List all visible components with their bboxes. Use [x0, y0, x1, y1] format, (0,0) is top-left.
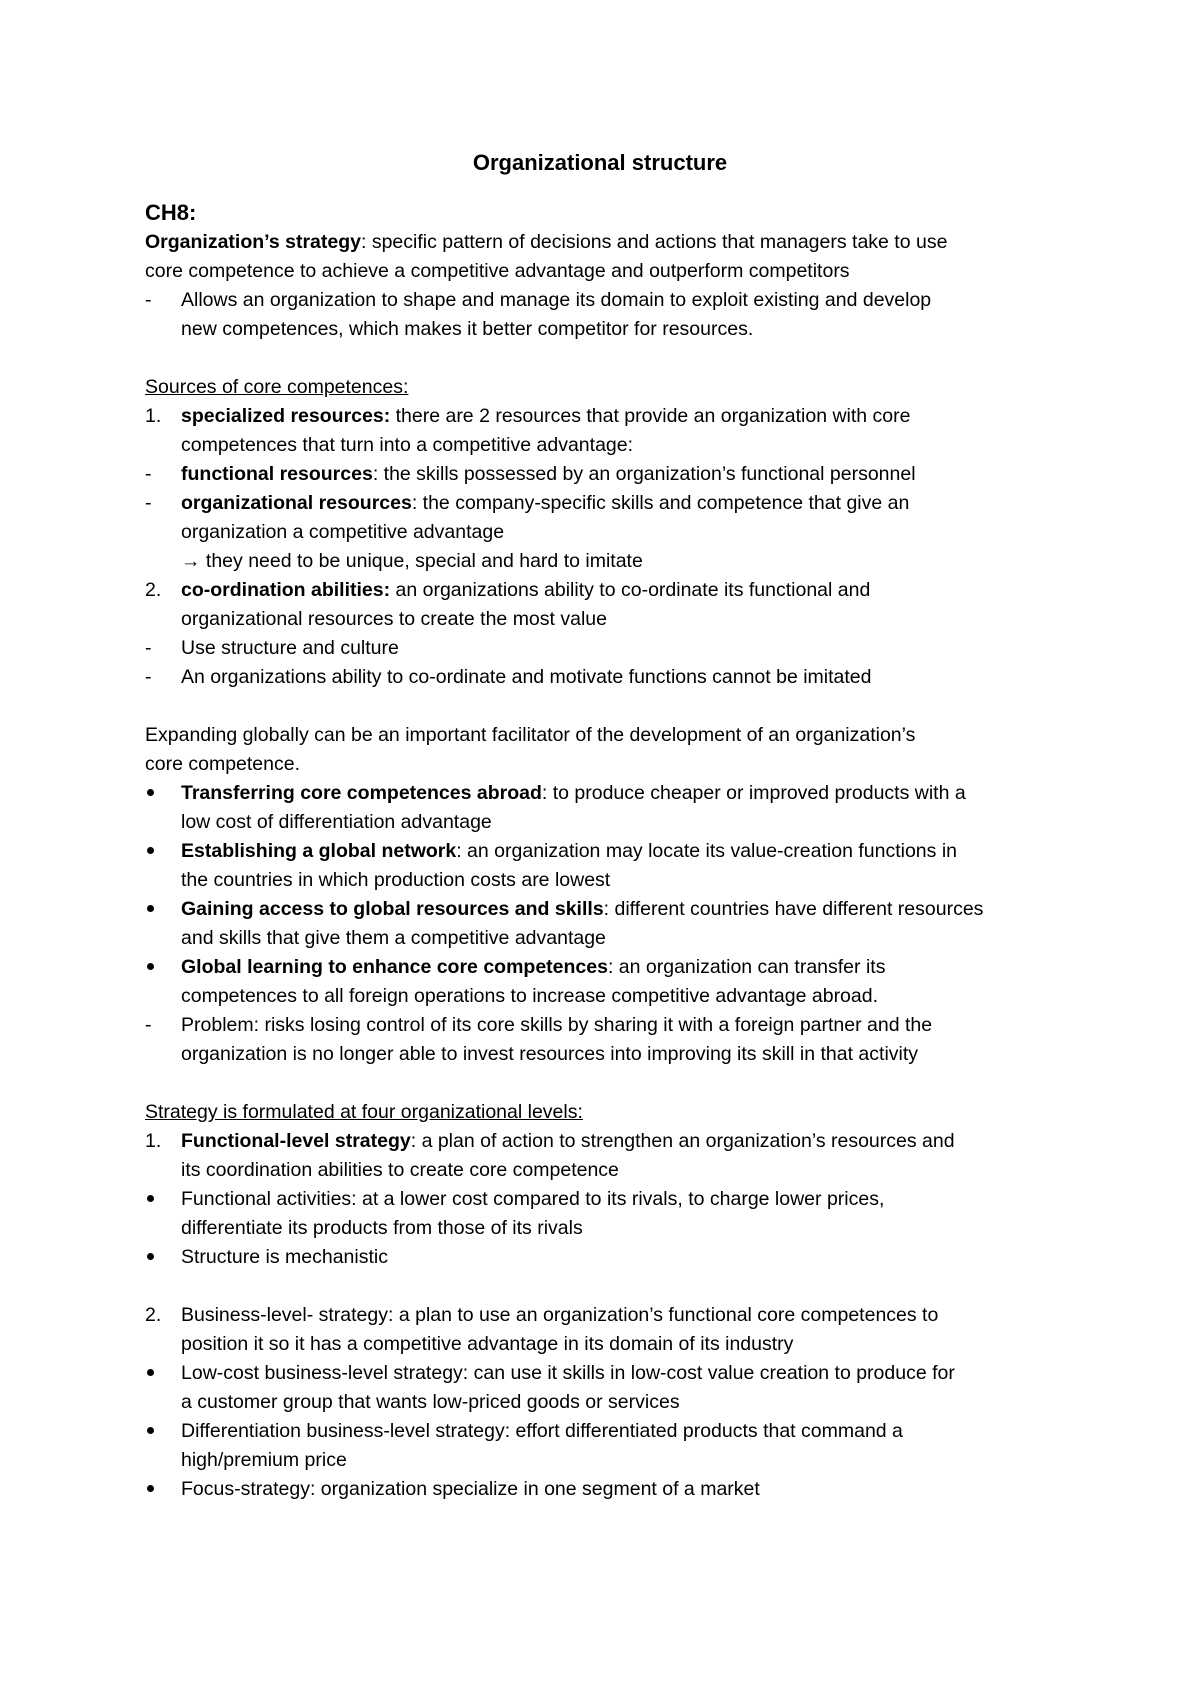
global-resources-line1: Gaining access to global resources and skills: different countries have different resources	[181, 898, 984, 920]
strategy-definition-line1: Organization’s strategy: specific pattern of decisions and actions that managers take to use	[145, 231, 948, 253]
functional-activities-line1: Functional activities: at a lower cost compared to its rivals, to charge lower prices,	[181, 1188, 885, 1210]
dash-marker: -	[145, 1014, 152, 1036]
business-level-line1: Business-level- strategy: a plan to use an organization’s functional core competences to	[181, 1304, 939, 1326]
global-network-line2: the countries in which production costs are lowest	[181, 869, 611, 891]
number-marker: 2.	[145, 579, 162, 601]
coordination-abilities-term: co-ordination abilities:	[181, 579, 391, 601]
coordination-abilities-line1: co-ordination abilities: an organizations ability to co-ordinate its functional and	[181, 579, 871, 601]
functional-activities-line2: differentiate its products from those of its rivals	[181, 1217, 583, 1239]
sources-heading: Sources of core competences:	[145, 376, 409, 398]
specialized-resources-term: specialized resources:	[181, 405, 391, 427]
focus-strategy-line: Focus-strategy: organization specialize in one segment of a market	[181, 1478, 760, 1500]
bullet-marker	[145, 1359, 175, 1389]
organizational-resources-line1: organizational resources: the company-specific skills and competence that give an	[181, 492, 910, 514]
problem-line2: organization is no longer able to invest resources into improving its skill in that activity	[181, 1043, 919, 1065]
transferring-line1: Transferring core competences abroad: to produce cheaper or improved products with a	[181, 782, 966, 804]
differentiation-line2: high/premium price	[181, 1449, 347, 1471]
strategy-definition-line2: core competence to achieve a competitive advantage and outperform competitors	[145, 260, 850, 282]
functional-level-term: Functional-level strategy	[181, 1130, 411, 1152]
coordination-abilities-line2: organizational resources to create the most value	[181, 608, 607, 630]
expanding-line1: Expanding globally can be an important facilitator of the development of an organization’s	[145, 724, 916, 746]
functional-resources-line: functional resources: the skills possessed by an organization’s functional personnel	[181, 463, 916, 485]
dash-marker: -	[145, 637, 152, 659]
low-cost-line1: Low-cost business-level strategy: can use it skills in low-cost value creation to produce for	[181, 1362, 955, 1384]
bullet-marker	[145, 1243, 175, 1273]
bullet-marker	[145, 1185, 175, 1215]
functional-level-line2: its coordination abilities to create core competence	[181, 1159, 619, 1181]
bullet-marker	[145, 1475, 175, 1505]
bullet-marker	[145, 895, 175, 925]
arrow-right-icon: →	[181, 550, 201, 572]
bullet-marker	[145, 1417, 175, 1447]
functional-level-line1: Functional-level strategy: a plan of action to strengthen an organization’s resources and	[181, 1130, 955, 1152]
functional-resources-term: functional resources	[181, 463, 373, 485]
allows-line1: Allows an organization to shape and manage its domain to exploit existing and develop	[181, 289, 932, 311]
expanding-line2: core competence.	[145, 753, 301, 775]
dash-marker: -	[145, 289, 152, 311]
global-learning-line2: competences to all foreign operations to increase competitive advantage abroad.	[181, 985, 879, 1007]
number-marker: 1.	[145, 405, 162, 427]
chapter-heading: CH8:	[145, 200, 197, 225]
use-structure-line: Use structure and culture	[181, 637, 399, 659]
global-learning-line1: Global learning to enhance core competences: an organization can transfer its	[181, 956, 886, 978]
mechanistic-line: Structure is mechanistic	[181, 1246, 388, 1268]
transferring-line2: low cost of differentiation advantage	[181, 811, 492, 833]
global-resources-term: Gaining access to global resources and skills	[181, 898, 604, 920]
global-learning-term: Global learning to enhance core competences	[181, 956, 608, 978]
number-marker: 1.	[145, 1130, 162, 1152]
bullet-marker	[145, 953, 175, 983]
cannot-imitate-line: An organizations ability to co-ordinate and motivate functions cannot be imitated	[181, 666, 872, 688]
differentiation-line1: Differentiation business-level strategy: effort differentiated products that command a	[181, 1420, 903, 1442]
global-network-term: Establishing a global network	[181, 840, 457, 862]
allows-line2: new competences, which makes it better competitor for resources.	[181, 318, 754, 340]
bullet-marker	[145, 779, 175, 809]
dash-marker: -	[145, 666, 152, 688]
page-title: Organizational structure	[472, 150, 728, 175]
specialized-resources-line1: specialized resources: there are 2 resources that provide an organization with core	[181, 405, 911, 427]
dash-marker: -	[145, 492, 152, 514]
specialized-resources-line2: competences that turn into a competitive advantage:	[181, 434, 634, 456]
strategy-term: Organization’s strategy	[145, 231, 361, 253]
dash-marker: -	[145, 463, 152, 485]
transferring-term: Transferring core competences abroad	[181, 782, 542, 804]
organizational-resources-term: organizational resources	[181, 492, 412, 514]
levels-heading: Strategy is formulated at four organizational levels:	[145, 1101, 583, 1123]
bullet-marker	[145, 837, 175, 867]
organizational-resources-line2: organization a competitive advantage	[181, 521, 505, 543]
global-network-line1: Establishing a global network: an organization may locate its value-creation functions in	[181, 840, 957, 862]
problem-line1: Problem: risks losing control of its core skills by sharing it with a foreign partner and the	[181, 1014, 933, 1036]
business-level-line2: position it so it has a competitive advantage in its domain of its industry	[181, 1333, 794, 1355]
number-marker: 2.	[145, 1304, 162, 1326]
global-resources-line2: and skills that give them a competitive advantage	[181, 927, 606, 949]
unique-line: → they need to be unique, special and hard to imitate	[181, 550, 643, 572]
low-cost-line2: a customer group that wants low-priced goods or services	[181, 1391, 680, 1413]
